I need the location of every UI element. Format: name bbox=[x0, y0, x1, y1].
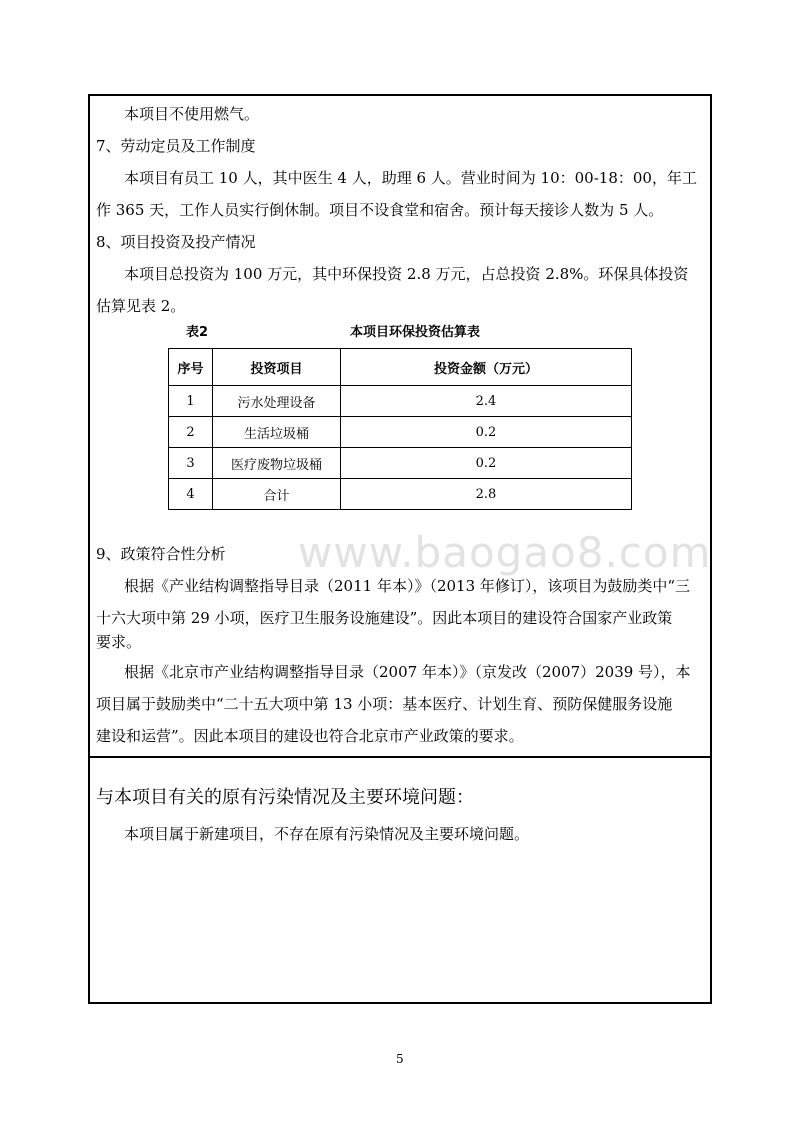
cell-amount: 2.8 bbox=[341, 479, 632, 510]
section-divider bbox=[88, 756, 712, 758]
header-serial: 序号 bbox=[169, 349, 213, 386]
policy-p2-line2: 项目属于鼓励类中“二十五大项中第 13 小项：基本医疗、计划生育、预防保健服务设施 bbox=[96, 695, 673, 713]
pollution-text: 本项目属于新建项目，不存在原有污染情况及主要环境问题。 bbox=[124, 825, 530, 843]
investment-heading: 8、项目投资及投产情况 bbox=[96, 233, 256, 251]
cell-amount: 2.4 bbox=[341, 386, 632, 417]
policy-p1-line1: 根据《产业结构调整指导目录（2011 年本）》（2013 年修订），该项目为鼓励类中“三 bbox=[124, 577, 691, 595]
policy-p2-line3: 建设和运营”。因此本项目的建设也符合北京市产业政策的要求。 bbox=[96, 727, 524, 745]
gas-usage-text: 本项目不使用燃气。 bbox=[124, 105, 260, 123]
staff-text-line2: 作 365 天，工作人员实行倒休制。项目不设食堂和宿舍。预计每天接诊人数为 5 人。 bbox=[96, 201, 664, 219]
table-row bbox=[169, 448, 632, 479]
cell-serial: 1 bbox=[169, 386, 213, 417]
pollution-heading: 与本项目有关的原有污染情况及主要环境问题： bbox=[96, 787, 474, 808]
cell-item: 医疗废物垃圾桶 bbox=[213, 448, 341, 479]
cell-item: 合计 bbox=[213, 479, 341, 510]
staff-text-line1: 本项目有员工 10 人，其中医生 4 人，助理 6 人。营业时间为 10：00-18：00，年工 bbox=[124, 169, 697, 187]
policy-p2-line1: 根据《北京市产业结构调整指导目录（2007 年本）》（京发改（2007）2039 号），本 bbox=[124, 663, 691, 681]
investment-text-line2: 估算见表 2。 bbox=[96, 297, 186, 315]
cell-amount: 0.2 bbox=[341, 417, 632, 448]
table-title: 本项目环保投资估算表 bbox=[350, 325, 481, 340]
header-item: 投资项目 bbox=[213, 349, 341, 386]
watermark: www.baogao8.com bbox=[298, 528, 712, 577]
cell-amount: 0.2 bbox=[341, 448, 632, 479]
policy-heading: 9、政策符合性分析 bbox=[96, 545, 226, 563]
investment-table bbox=[168, 348, 632, 510]
table-row bbox=[169, 386, 632, 417]
cell-serial: 2 bbox=[169, 417, 213, 448]
page-number: 5 bbox=[396, 1052, 404, 1066]
policy-p1-line3: 要求。 bbox=[96, 633, 142, 651]
table-label: 表2 bbox=[186, 325, 209, 340]
header-amount: 投资金额（万元） bbox=[341, 349, 632, 386]
cell-item: 污水处理设备 bbox=[213, 386, 341, 417]
investment-text-line1: 本项目总投资为 100 万元，其中环保投资 2.8 万元，占总投资 2.8%。环保具体投资 bbox=[124, 265, 689, 283]
policy-p1-line2: 十六大项中第 29 小项，医疗卫生服务设施建设”。因此本项目的建设符合国家产业政策 bbox=[96, 609, 673, 627]
table-row bbox=[169, 479, 632, 510]
table-header-row bbox=[169, 349, 632, 386]
cell-item: 生活垃圾桶 bbox=[213, 417, 341, 448]
table-row bbox=[169, 417, 632, 448]
cell-serial: 4 bbox=[169, 479, 213, 510]
staff-heading: 7、劳动定员及工作制度 bbox=[96, 137, 256, 155]
cell-serial: 3 bbox=[169, 448, 213, 479]
